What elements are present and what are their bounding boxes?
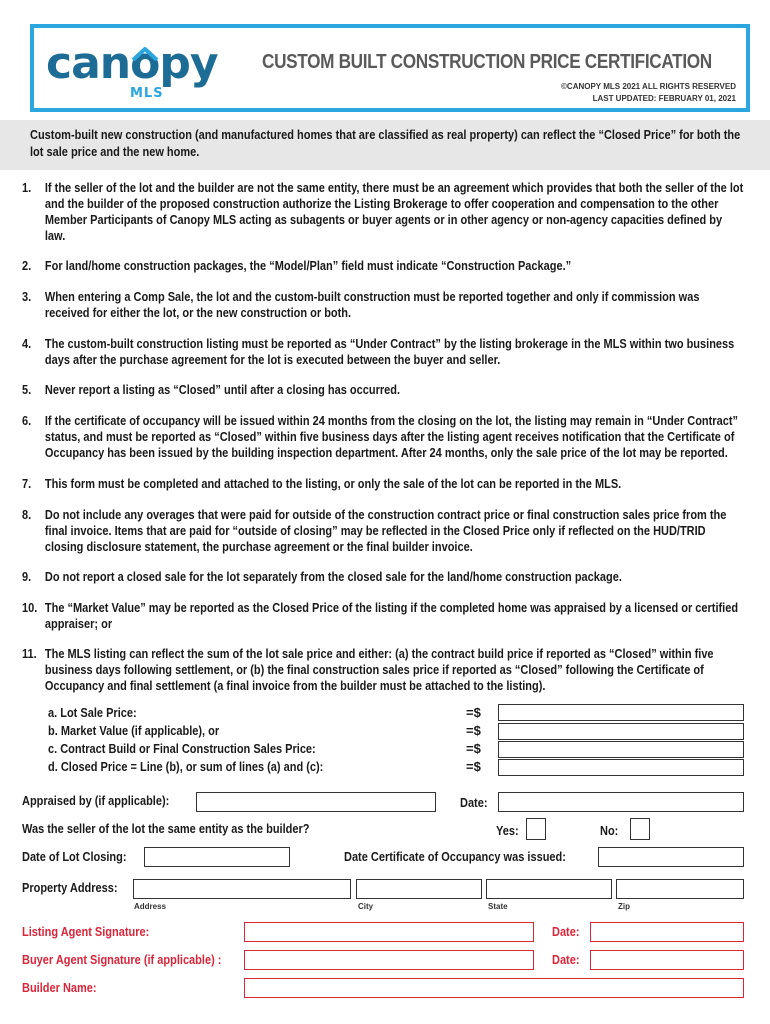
- listing-agent-date-input[interactable]: [590, 922, 744, 942]
- rule-text: The custom-built construction listing must be reported as “Under Contract” by the listing brokerage in the MLS within two business days after the purchase agreement for the lot is executed between the buyer and seller.: [44, 337, 735, 367]
- rule-number: 1.: [22, 181, 32, 195]
- state-input[interactable]: [486, 879, 612, 899]
- rule-item-7: [22, 476, 744, 492]
- rule-text: The “Market Value” may be reported as the Closed Price of the listing if the completed home was appraised by a licensed or certified appraiser; or: [44, 601, 739, 631]
- appraised-by-input[interactable]: [196, 792, 436, 812]
- rule-number: 3.: [22, 290, 32, 304]
- rule-item-10: [22, 600, 744, 632]
- builder-name-input[interactable]: [244, 978, 744, 998]
- contract-build-price-input[interactable]: [498, 741, 744, 758]
- appraised-by-label: Appraised by (if applicable):: [22, 794, 170, 808]
- address-input[interactable]: [133, 879, 351, 899]
- copyright-notice: ©CANOPY MLS 2021 ALL RIGHTS RESERVED: [561, 82, 736, 91]
- city-caption: City: [358, 902, 374, 911]
- rule-number: 7.: [22, 477, 32, 491]
- no-label: No:: [600, 824, 619, 838]
- appraisal-date-input[interactable]: [498, 792, 744, 812]
- buyer-agent-signature-input[interactable]: [244, 950, 534, 970]
- equals-dollar: =$: [466, 723, 481, 738]
- listing-agent-date-label: Date:: [552, 925, 580, 939]
- rule-item-11: [22, 646, 744, 694]
- listing-agent-signature-input[interactable]: [244, 922, 534, 942]
- last-updated: LAST UPDATED: FEBRUARY 01, 2021: [592, 94, 736, 103]
- rule-number: 2.: [22, 259, 32, 273]
- rule-number: 10.: [22, 601, 38, 615]
- rule-item-8: [22, 507, 744, 555]
- yes-checkbox[interactable]: [526, 818, 546, 840]
- appraisal-date-label: Date:: [460, 796, 488, 810]
- market-value-input[interactable]: [498, 723, 744, 740]
- calc-label-contract-build: c. Contract Build or Final Construction Sales Price:: [48, 742, 316, 756]
- rule-text: Do not report a closed sale for the lot separately from the closed sale for the land/home construction package.: [44, 570, 622, 584]
- document-title: CUSTOM BUILT CONSTRUCTION PRICE CERTIFICATION: [262, 51, 712, 73]
- listing-agent-signature-label: Listing Agent Signature:: [22, 925, 150, 939]
- rule-number: 11.: [22, 647, 37, 661]
- lot-closing-date-input[interactable]: [144, 847, 290, 867]
- lot-closing-date-label: Date of Lot Closing:: [22, 850, 127, 864]
- rule-text: If the certificate of occupancy will be issued within 24 months from the closing on the lot, the listing may remain in “Under Contract” status, and must be reported as “Closed” within five business days after the listing agent receives notification that the Certificate of Occupancy has been issued by the building inspection department. After 24 months, only the sale price of the lot may be reported.: [44, 414, 738, 460]
- intro-band: [0, 120, 770, 170]
- calc-label-lot-sale-price: a. Lot Sale Price:: [48, 706, 137, 720]
- state-caption: State: [488, 902, 508, 911]
- rule-number: 5.: [22, 383, 32, 397]
- buyer-agent-signature-label: Buyer Agent Signature (if applicable) :: [22, 953, 222, 967]
- calc-label-market-value: b. Market Value (if applicable), or: [48, 724, 220, 738]
- no-checkbox[interactable]: [630, 818, 650, 840]
- zip-input[interactable]: [616, 879, 744, 899]
- calc-label-closed-price: d. Closed Price = Line (b), or sum of lines (a) and (c):: [48, 760, 324, 774]
- rule-text: The MLS listing can reflect the sum of the lot sale price and either: (a) the contract build price if reported as “Closed” within five business days following settlement, or (b) the final construction sales price if reported as “Closed” following the Certificate of Occupancy and final settlement (a final invoice from the builder must be attached to the listing).: [44, 647, 714, 693]
- rule-number: 8.: [22, 508, 32, 522]
- rule-text: For land/home construction packages, the “Model/Plan” field must indicate “Construction Package.”: [44, 259, 572, 273]
- rule-text: If the seller of the lot and the builder are not the same entity, there must be an agreement which provides that both the seller of the lot and the builder of the proposed construction authorize the Listing Brokerage to offer cooperation and compensation to the other Member Participants of Canopy MLS acting as subagents or buyer agents or in other agency or non-agency capacities defined by law.: [44, 181, 744, 243]
- logo-mls: MLS: [130, 86, 164, 101]
- builder-name-label: Builder Name:: [22, 981, 97, 995]
- property-address-label: Property Address:: [22, 881, 118, 895]
- buyer-agent-date-input[interactable]: [590, 950, 744, 970]
- equals-dollar: =$: [466, 705, 481, 720]
- canopy-mls-logo: [46, 38, 236, 110]
- rule-text: When entering a Comp Sale, the lot and the custom-built construction must be reported together and only if commission was received for either the lot, or the new construction or both.: [44, 290, 700, 320]
- rule-item-1: [22, 180, 744, 244]
- equals-dollar: =$: [466, 759, 481, 774]
- rule-item-2: [22, 258, 744, 274]
- rule-text: Do not include any overages that were paid for outside of the construction contract price or final construction sales price from the final invoice. Items that are paid for “outside of closing” may be reflected in the Closed Price only if reflected on the HUD/TRID closing disclosure statement, the purchase agreement or the final builder invoice.: [44, 508, 727, 554]
- rule-item-6: [22, 413, 744, 461]
- rule-number: 6.: [22, 414, 32, 428]
- address-caption: Address: [134, 902, 167, 911]
- rule-item-9: [22, 569, 744, 585]
- rule-text: This form must be completed and attached to the listing, or only the sale of the lot can be reported in the MLS.: [44, 477, 622, 491]
- logo-wordmark: canopy: [46, 38, 218, 89]
- rule-item-3: [22, 289, 744, 321]
- rule-number: 9.: [22, 570, 32, 584]
- coo-date-input[interactable]: [598, 847, 744, 867]
- same-entity-question: Was the seller of the lot the same entity as the builder?: [22, 822, 310, 836]
- zip-caption: Zip: [618, 902, 630, 911]
- rule-text: Never report a listing as “Closed” until after a closing has occurred.: [44, 383, 401, 397]
- house-roof-icon: [131, 47, 159, 61]
- lot-sale-price-input[interactable]: [498, 704, 744, 721]
- buyer-agent-date-label: Date:: [552, 953, 580, 967]
- rule-number: 4.: [22, 337, 32, 351]
- intro-text: Custom-built new construction (and manufactured homes that are classified as real property) can reflect the “Closed Price” for both the lot sale price and the new home.: [30, 128, 741, 159]
- closed-price-input[interactable]: [498, 759, 744, 776]
- rule-item-5: [22, 382, 744, 398]
- yes-label: Yes:: [496, 824, 519, 838]
- equals-dollar: =$: [466, 741, 481, 756]
- coo-date-label: Date Certificate of Occupancy was issued:: [344, 850, 566, 864]
- rule-item-4: [22, 336, 744, 368]
- header-box: [30, 24, 750, 112]
- city-input[interactable]: [356, 879, 482, 899]
